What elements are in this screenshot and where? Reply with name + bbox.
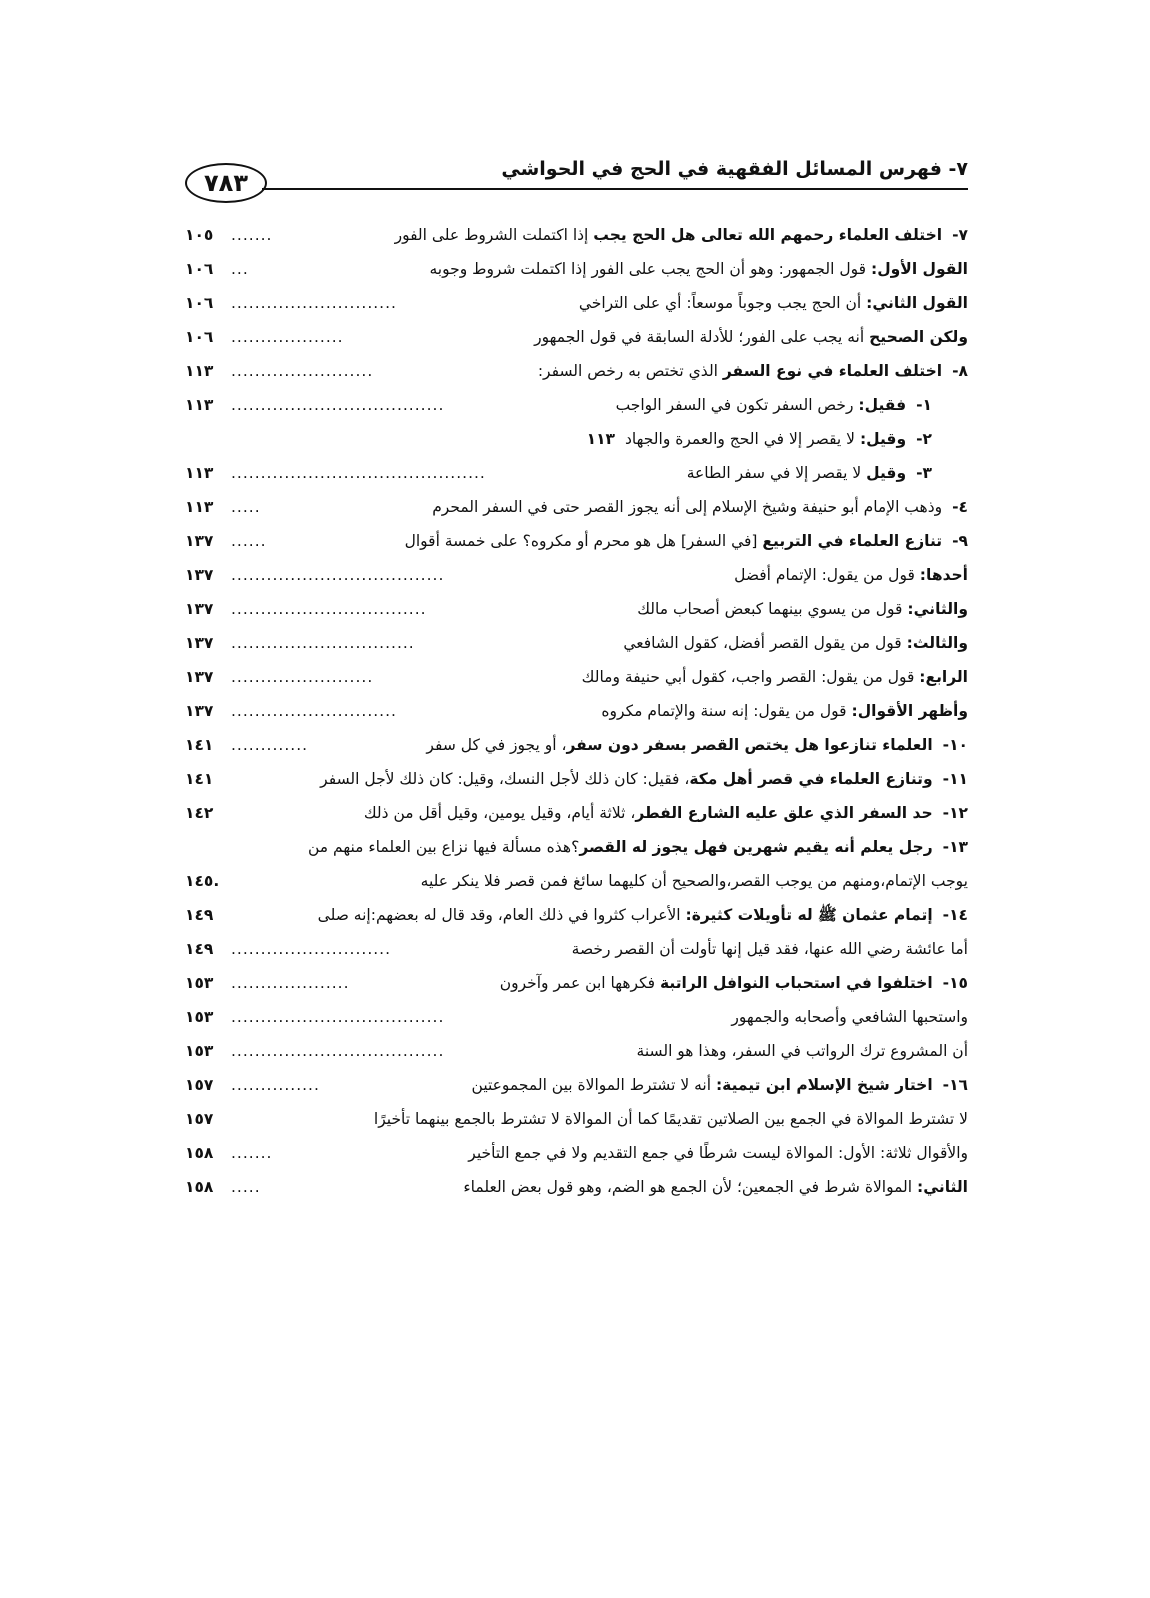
entry-text: يوجب الإتمام،ومنهم من يوجب القصر،والصحيح أن كليهما سائغ فمن قصر فلا ينكر عليه bbox=[420, 872, 968, 890]
index-line bbox=[185, 422, 968, 456]
leader-dots: .................................... bbox=[231, 396, 445, 414]
entry-text: ، فقيل: كان ذلك لأجل النسك، وقيل: كان ذلك لأجل السفر bbox=[320, 770, 690, 788]
entry-page: ١٣٧ bbox=[185, 566, 214, 584]
leader-dots: ... bbox=[231, 260, 249, 278]
leader-dots: ................... bbox=[231, 328, 344, 346]
entry-page: ١٤١ bbox=[185, 736, 214, 754]
entry-number: ٢- bbox=[916, 430, 932, 448]
leader-dots: .................................... bbox=[231, 1042, 445, 1060]
entry-page: ١١٣ bbox=[185, 464, 214, 482]
index-line bbox=[185, 1068, 968, 1102]
entry-text: أما عائشة رضي الله عنها، فقد قيل إنها تأولت أن القصر رخصة bbox=[571, 940, 968, 958]
entry-number: ١- bbox=[916, 396, 932, 414]
entry-page: ١٣٧ bbox=[185, 532, 214, 550]
leader-dots: ....... bbox=[231, 226, 273, 244]
header-divider bbox=[262, 188, 968, 190]
entry-number: ١١- bbox=[942, 770, 968, 788]
entry-label: وقيل bbox=[866, 464, 907, 482]
entry-number: ٧- bbox=[952, 226, 968, 244]
index-line bbox=[185, 1000, 968, 1034]
entry-page: ١٥٣ bbox=[185, 1008, 214, 1026]
entry-page: ١١٣ bbox=[185, 396, 214, 414]
entry-label: الثاني: bbox=[917, 1178, 968, 1196]
page-title: ٧- فهرس المسائل الفقهية في الحج في الحواشي bbox=[501, 158, 968, 180]
entry-page: ١٥٣ bbox=[185, 1042, 214, 1060]
index-line bbox=[185, 354, 968, 388]
entry-label: القول الثاني: bbox=[866, 294, 968, 312]
leader-dots: ................................. bbox=[231, 600, 427, 618]
index-line bbox=[185, 864, 968, 898]
index-line bbox=[185, 388, 968, 422]
index-line bbox=[185, 456, 968, 490]
leader-dots: .................................... bbox=[231, 566, 445, 584]
entry-number: ١٦- bbox=[942, 1076, 968, 1094]
entry-text: ؟هذه مسألة فيها نزاع بين العلماء منهم من bbox=[307, 838, 580, 856]
index-line bbox=[185, 218, 968, 252]
index-line bbox=[185, 762, 968, 796]
entry-page: ١٠٦ bbox=[185, 260, 214, 278]
entry-label: ولكن الصحيح bbox=[869, 328, 968, 346]
entry-label: تنازع العلماء في التربيع bbox=[762, 532, 943, 550]
entry-text: وذهب الإمام أبو حنيفة وشيخ الإسلام إلى أنه يجوز القصر حتى في السفر المحرم bbox=[432, 498, 943, 516]
index-entries bbox=[185, 218, 968, 1204]
entry-text: رخص السفر تكون في السفر الواجب bbox=[615, 396, 859, 414]
leader-dots: ............................... bbox=[231, 634, 415, 652]
index-line bbox=[185, 932, 968, 966]
entry-page: ١٤٢ bbox=[185, 804, 214, 822]
entry-page: ١٣٧ bbox=[185, 600, 214, 618]
index-line bbox=[185, 830, 968, 864]
entry-page: ١٠٦ bbox=[185, 328, 214, 346]
entry-text: الذي تختص به رخص السفر: bbox=[537, 362, 723, 380]
entry-text: فكرهها ابن عمر وآخرون bbox=[499, 974, 660, 992]
entry-label: اختلف العلماء رحمهم الله تعالى هل الحج يجب bbox=[593, 226, 943, 244]
entry-label: اختلف العلماء في نوع السفر bbox=[722, 362, 943, 380]
entry-text: قول من يقول: الإتمام أفضل bbox=[734, 566, 920, 584]
leader-dots: ............... bbox=[231, 1076, 320, 1094]
entry-text: قول من يقول القصر أفضل، كقول الشافعي bbox=[623, 634, 907, 652]
index-line bbox=[185, 796, 968, 830]
index-line bbox=[185, 524, 968, 558]
entry-text: أن المشروع ترك الرواتب في السفر، وهذا هو السنة bbox=[636, 1042, 968, 1060]
index-line bbox=[185, 252, 968, 286]
entry-page: ١٥٨ bbox=[185, 1178, 214, 1196]
entry-page: ١١٣ bbox=[586, 430, 616, 448]
index-line bbox=[185, 728, 968, 762]
entry-text: والأقوال ثلاثة: الأول: الموالاة ليست شرطًا في جمع التقديم ولا في جمع التأخير bbox=[468, 1144, 968, 1162]
entry-page: ١٣٧ bbox=[185, 634, 214, 652]
leader-dots: ....... bbox=[231, 1144, 273, 1162]
entry-page: ١٤١ bbox=[185, 770, 214, 788]
entry-label: فقيل: bbox=[858, 396, 907, 414]
entry-label: وقيل: bbox=[859, 430, 907, 448]
entry-page: ١٤٥. bbox=[185, 872, 220, 890]
index-line bbox=[185, 592, 968, 626]
entry-text: الأعراب كثروا في ذلك العام، وقد قال له بعضهم:إنه صلى bbox=[317, 906, 686, 924]
entry-page: ١٣٧ bbox=[185, 668, 214, 686]
entry-number: ١٣- bbox=[942, 838, 968, 856]
entry-label: وأظهر الأقوال: bbox=[851, 702, 968, 720]
leader-dots: ..... bbox=[231, 1178, 261, 1196]
entry-text: قول من يقول: القصر واجب، كقول أبي حنيفة ومالك bbox=[581, 668, 920, 686]
entry-page: ١٠٥ bbox=[185, 226, 214, 244]
entry-text: قول الجمهور: وهو أن الحج يجب على الفور إذا اكتملت شروط وجوبه bbox=[429, 260, 871, 278]
leader-dots: ........................................... bbox=[231, 464, 486, 482]
entry-label: والثاني: bbox=[907, 600, 968, 618]
index-line bbox=[185, 1170, 968, 1204]
leader-dots: ........................ bbox=[231, 362, 374, 380]
entry-number: ٣- bbox=[916, 464, 932, 482]
leader-dots: .................... bbox=[231, 974, 350, 992]
entry-page: ١٣٧ bbox=[185, 702, 214, 720]
entry-text: أنه لا تشترط الموالاة بين المجموعتين bbox=[471, 1076, 716, 1094]
entry-number: ١٥- bbox=[942, 974, 968, 992]
entry-text: الموالاة شرط في الجمعين؛ لأن الجمع هو الضم، وهو قول بعض العلماء bbox=[463, 1178, 918, 1196]
entry-page: ١٥٨ bbox=[185, 1144, 214, 1162]
entry-text: لا يقصر إلا في سفر الطاعة bbox=[686, 464, 867, 482]
index-line bbox=[185, 966, 968, 1000]
entry-text: أنه يجب على الفور؛ للأدلة السابقة في قول الجمهور bbox=[534, 328, 870, 346]
entry-number: ٤- bbox=[952, 498, 968, 516]
entry-label: اختلفوا في استحباب النوافل الراتبة bbox=[660, 974, 933, 992]
leader-dots: ........................... bbox=[231, 940, 392, 958]
leader-dots: ...... bbox=[231, 532, 267, 550]
index-line bbox=[185, 1136, 968, 1170]
entry-text: لا تشترط الموالاة في الجمع بين الصلاتين تقديمًا كما أن الموالاة لا تشترط بالجمع بينهما تأخيرًا bbox=[373, 1110, 968, 1128]
entry-label: العلماء تنازعوا هل يختص القصر بسفر دون سفر bbox=[566, 736, 933, 754]
entry-label: والثالث: bbox=[906, 634, 968, 652]
entry-page: ١١٣ bbox=[185, 362, 214, 380]
index-line bbox=[185, 898, 968, 932]
leader-dots: ............................ bbox=[231, 702, 397, 720]
entry-page: ١٠٦ bbox=[185, 294, 214, 312]
entry-label: القول الأول: bbox=[871, 260, 968, 278]
leader-dots: ..... bbox=[231, 498, 261, 516]
entry-label: وتنازع العلماء في قصر أهل مكة bbox=[689, 770, 933, 788]
entry-text: أن الحج يجب وجوباً موسعاً: أي على التراخي bbox=[578, 294, 867, 312]
entry-text: لا يقصر إلا في الحج والعمرة والجهاد bbox=[625, 430, 860, 448]
entry-label: حد السفر الذي علق عليه الشارع الفطر bbox=[635, 804, 933, 822]
leader-dots: .................................... bbox=[231, 1008, 445, 1026]
entry-text: ، أو يجوز في كل سفر bbox=[426, 736, 567, 754]
entry-number: ١٢- bbox=[942, 804, 968, 822]
entry-page: ١١٣ bbox=[185, 498, 214, 516]
index-line bbox=[185, 320, 968, 354]
entry-page: ١٤٩ bbox=[185, 940, 214, 958]
index-line bbox=[185, 286, 968, 320]
entry-text: قول من يقول: إنه سنة والإتمام مكروه bbox=[601, 702, 852, 720]
leader-dots: ........................ bbox=[231, 668, 374, 686]
entry-page: ١٥٧ bbox=[185, 1110, 214, 1128]
entry-page: ١٥٧ bbox=[185, 1076, 214, 1094]
entry-label: رجل يعلم أنه يقيم شهرين فهل يجوز له القصر bbox=[579, 838, 933, 856]
entry-text: [في السفر] هل هو محرم أو مكروه؟ على خمسة أقوال bbox=[404, 532, 763, 550]
entry-page: ١٤٩ bbox=[185, 906, 214, 924]
index-line bbox=[185, 1102, 968, 1136]
entry-number: ٨- bbox=[952, 362, 968, 380]
entry-text: واستحبها الشافعي وأصحابه والجمهور bbox=[731, 1008, 968, 1026]
index-line bbox=[185, 660, 968, 694]
entry-number: ١٠- bbox=[942, 736, 968, 754]
page-number-badge: ٧٨٣ bbox=[185, 163, 267, 203]
entry-text: ، ثلاثة أيام، وقيل يومين، وقيل أقل من ذلك bbox=[363, 804, 636, 822]
leader-dots: ............. bbox=[231, 736, 309, 754]
entry-text: قول من يسوي بينهما كبعض أصحاب مالك bbox=[637, 600, 908, 618]
entry-label: الرابع: bbox=[919, 668, 968, 686]
entry-label: أحدها: bbox=[919, 566, 968, 584]
entry-text: إذا اكتملت الشروط على الفور bbox=[394, 226, 594, 244]
index-line bbox=[185, 1034, 968, 1068]
entry-number: ١٤- bbox=[942, 906, 968, 924]
leader-dots: ............................ bbox=[231, 294, 397, 312]
index-line bbox=[185, 558, 968, 592]
index-line bbox=[185, 626, 968, 660]
entry-page: ١٥٣ bbox=[185, 974, 214, 992]
index-line bbox=[185, 490, 968, 524]
entry-label: اختار شيخ الإسلام ابن تيمية: bbox=[715, 1076, 933, 1094]
entry-number: ٩- bbox=[952, 532, 968, 550]
entry-label: إتمام عثمان ﷺ له تأويلات كثيرة: bbox=[685, 906, 933, 924]
index-line bbox=[185, 694, 968, 728]
